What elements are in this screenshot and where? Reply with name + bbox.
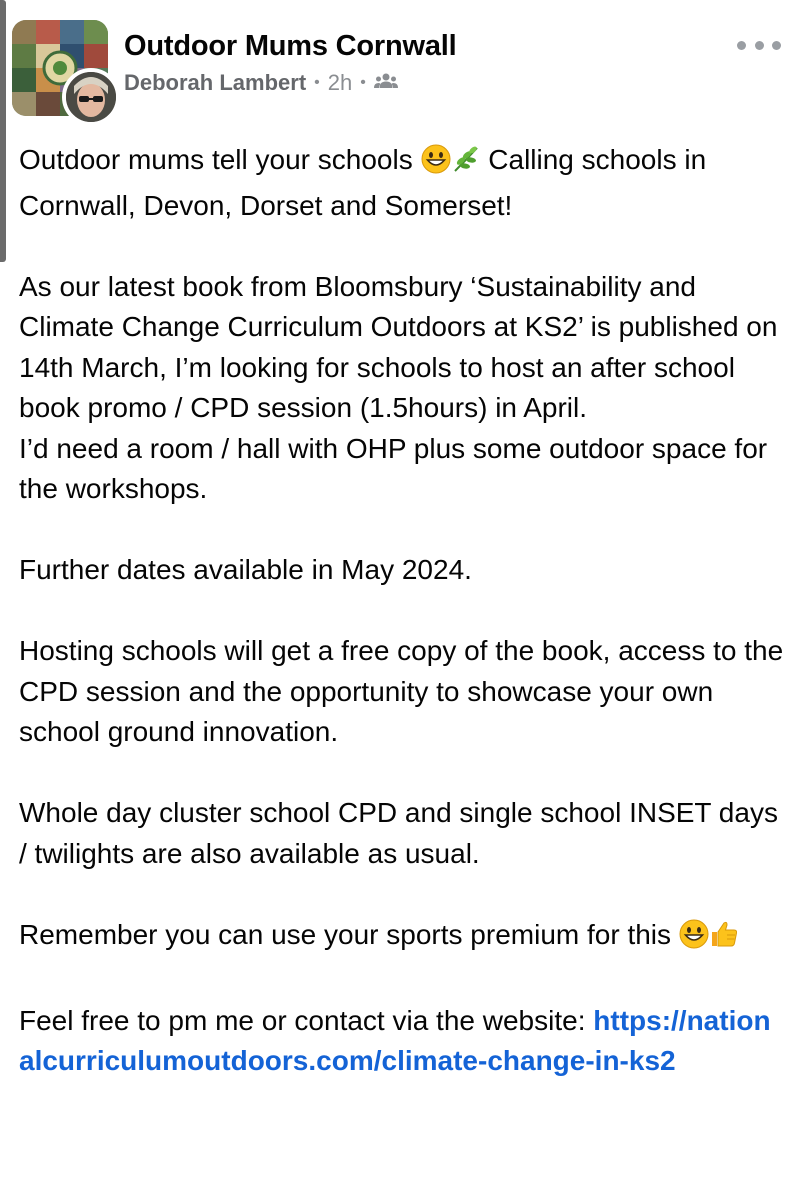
post-paragraph: Whole day cluster school CPD and single school INSET days / twilights are also available as usual. xyxy=(19,797,778,869)
post-text xyxy=(19,140,785,1082)
post-paragraph: Outdoor mums tell your schools Calling schools in Cornwall, Devon, Dorset and Somerset! xyxy=(19,144,707,221)
grinning-face-icon xyxy=(679,919,709,961)
scrollbar[interactable] xyxy=(0,0,6,262)
post-paragraph: Feel free to pm me or contact via the website: https://nationalcurriculumoutdoors.com/climate-change-in-ks2 xyxy=(19,1004,771,1076)
author-photo xyxy=(66,72,116,122)
author-name[interactable]: Deborah Lambert xyxy=(124,70,307,95)
post-header xyxy=(10,18,785,118)
more-options-icon[interactable] xyxy=(737,32,781,58)
post-time[interactable]: 2h xyxy=(327,70,353,95)
grinning-face-icon xyxy=(421,144,451,186)
post-paragraph: As our latest book from Bloomsbury ‘Sustainability and Climate Change Curriculum Outdoors at KS2’ is published on 14th March, I’m looking for schools to host an after school book promo / CPD session (1.5hours) in April. xyxy=(19,270,778,423)
post-paragraph: I’d need a room / hall with OHP plus some outdoor space for the workshops. xyxy=(19,432,768,504)
post-paragraph: Remember you can use your sports premium for this xyxy=(19,915,785,961)
post-paragraph: Hosting schools will get a free copy of the book, access to the CPD session and the opportunity to showcase your own school ground innovation. xyxy=(19,635,784,747)
meta-separator: • xyxy=(360,74,366,91)
members-group-icon xyxy=(374,70,398,96)
herb-icon xyxy=(451,144,481,186)
thumbs-up-icon xyxy=(709,919,739,961)
post-meta xyxy=(124,70,398,96)
meta-separator: • xyxy=(314,74,320,91)
website-link[interactable]: https://nationalcurriculumoutdoors.com/climate-change-in-ks2 xyxy=(19,1004,771,1076)
author-avatar[interactable] xyxy=(62,68,120,126)
post-paragraph: Further dates available in May 2024. xyxy=(19,554,472,585)
group-name[interactable]: Outdoor Mums Cornwall xyxy=(124,30,457,62)
